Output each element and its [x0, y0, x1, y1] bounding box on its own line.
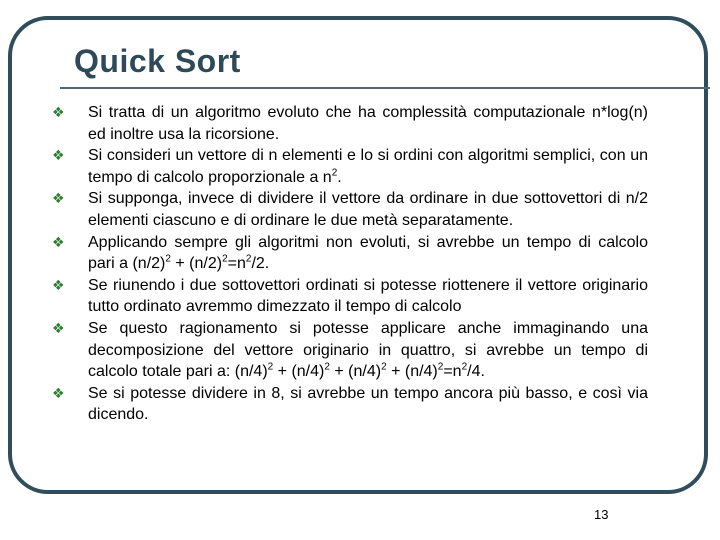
superscript: 2 [165, 253, 171, 265]
bullet-text: . [337, 168, 342, 186]
diamond-bullet-icon: ❖ [52, 191, 65, 208]
diamond-bullet-icon: ❖ [52, 320, 65, 337]
bullet-item [52, 102, 648, 145]
bullet-item [52, 318, 648, 383]
superscript: 2 [267, 361, 274, 373]
bullet-text: Si tratta di un algoritmo evoluto che ha complessità computazionale n*log(n) ed inoltre usa la ricorsione. [88, 104, 648, 143]
bullet-item [52, 232, 648, 275]
bullet-text: =n [227, 255, 246, 273]
bullet-text: + (n/4) [273, 363, 325, 381]
bullet-text: Se riunendo i due sottovettori ordinati si potesse riottenere il vettore originario tutto ordinato avremmo dimezzato il tempo di calcolo [88, 276, 648, 316]
bullet-item [52, 188, 648, 231]
bullet-text: + (n/4) [329, 363, 382, 381]
page-number: 13 [594, 507, 609, 522]
bullet-text: + (n/2) [170, 255, 223, 273]
superscript: 2 [381, 361, 387, 373]
title-divider [60, 87, 710, 89]
bullet-text: =n [443, 363, 462, 381]
diamond-bullet-icon: ❖ [52, 234, 65, 251]
bullet-item [52, 145, 648, 188]
diamond-bullet-icon: ❖ [52, 105, 65, 121]
superscript: 2 [222, 253, 228, 265]
superscript: 2 [437, 361, 444, 373]
bullet-text: /4. [467, 363, 485, 381]
bullet-item [52, 275, 648, 318]
superscript: 2 [245, 253, 252, 265]
bullet-text: Se questo ragionamento si potesse applicare anche immaginando una decomposizione del vettore originario in quattro, si avrebbe un tempo di calcolo totale pari a: (n/4) [88, 319, 648, 381]
diamond-bullet-icon: ❖ [52, 277, 65, 294]
diamond-bullet-icon: ❖ [52, 385, 65, 402]
bullet-text: + (n/4) [386, 363, 438, 381]
bullet-list [52, 102, 648, 426]
superscript: 2 [461, 361, 468, 373]
bullet-text: Si supponga, invece di dividere il vettore da ordinare in due sottovettori di n/2 elementi ciascuno e di ordinare le due metà separatamente. [88, 190, 648, 229]
slide-title: Quick Sort [74, 43, 241, 79]
bullet-item [52, 383, 648, 426]
superscript: 2 [331, 167, 338, 179]
bullet-text: Se si potesse dividere in 8, si avrebbe un tempo ancora più basso, e così via dicendo. [88, 384, 648, 424]
diamond-bullet-icon: ❖ [52, 148, 65, 165]
superscript: 2 [324, 361, 330, 373]
bullet-text: Applicando sempre gli algoritmi non evoluti, si avrebbe un tempo di calcolo pari a (n/2) [88, 233, 648, 273]
bullet-text: /2. [251, 255, 270, 273]
bullet-text: Si consideri un vettore di n elementi e lo si ordini con algoritmi semplici, con un tempo di calcolo proporzionale a n [88, 147, 648, 186]
